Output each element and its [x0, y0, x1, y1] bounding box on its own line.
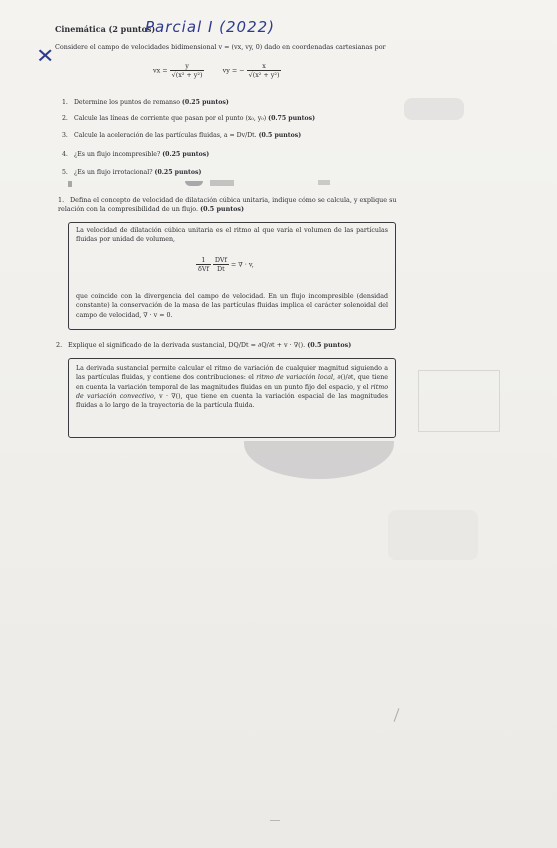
show-through-lines: [418, 370, 500, 432]
answer-1-bottom: que coincide con la divergencia del campo de velocidad. En un flujo incompresible (densidad constante) la conservación de la masa de las partículas fluidas implica el carácter solenoidal del campo de velocidad, ∇ · v = 0.: [76, 293, 388, 319]
scan-shadow: [244, 441, 394, 479]
question-2: 2. Explique el significado de la derivada sustancial, DQ/Dt = ∂Q/∂t + v · ∇(). (0.5 puntos): [56, 341, 352, 349]
problem-item: 3. Calcule la aceleración de las partículas fluidas, a = Dv/Dt. (0.5 puntos): [62, 132, 302, 139]
show-through-mark: [404, 98, 464, 120]
vy-lhs: vy = −: [222, 66, 245, 75]
question-1: 1. Defina el concepto de velocidad de dilatación cúbica unitaria, indique cómo se calcula, y explique su relación con la compresibilidad de un flujo. (0.5 puntos): [58, 196, 397, 213]
velocity-field-formula: [153, 62, 281, 79]
pen-mark: [394, 708, 400, 721]
vx-lhs: vx =: [153, 66, 168, 75]
problem-intro: Considere el campo de velocidades bidimensional v = (vx, vy, 0) dado en coordenadas cartesianas por: [55, 43, 386, 51]
scan-smudge: [68, 181, 72, 187]
handwritten-title: Parcial I (2022): [145, 18, 276, 36]
problem-item: 2. Calcule las líneas de corriente que pasan por el punto (x₀, y₀) (0.75 puntos): [62, 115, 316, 122]
problem-item: 4. ¿Es un flujo incompresible? (0.25 puntos): [62, 151, 210, 158]
scan-smudge: [210, 180, 234, 186]
section-title: Cinemática (2 puntos): [55, 24, 156, 34]
vy-fraction: $\frac{x}{\text{√(x² + y²)}}$: [248, 62, 280, 79]
dilatation-equation: $\frac{1}{\text{δVf}}$ $\frac{\text{DVf}}{Dt}$ = ∇ · v,: [198, 256, 254, 273]
scan-smudge: [185, 181, 203, 186]
problem-item: 1. Determine los puntos de remanso (0.25 puntos): [62, 99, 229, 106]
scan-smudge: [318, 180, 330, 185]
vx-fraction: $\frac{y}{\text{√(x² + y²)}}$: [171, 62, 203, 79]
problem-item: 5. ¿Es un flujo irrotacional? (0.25 puntos): [62, 169, 202, 176]
answer-1-top: La velocidad de dilatación cúbica unitaria es el ritmo al que varía el volumen de las partículas fluidas por unidad de volumen,: [76, 227, 388, 244]
answer-2: La derivada sustancial permite calcular el ritmo de variación de cualquier magnitud siguiendo a las partículas fluidas, y contiene dos contribuciones: el ritmo de variación local, ∂()/∂t, que tiene en cuenta la variación temporal de las magnitudes fluidas en un punto fijo del espacio, y el ritmo de variación convectivo, v · ∇(), que tiene en cuenta la variación espacial de las magnitudes fluidas a lo largo de la trayectoria de la partícula fluida.: [76, 365, 389, 410]
pen-mark: [270, 820, 280, 821]
show-through-mark: [388, 510, 478, 560]
handwritten-x-mark: ✕: [36, 45, 55, 68]
